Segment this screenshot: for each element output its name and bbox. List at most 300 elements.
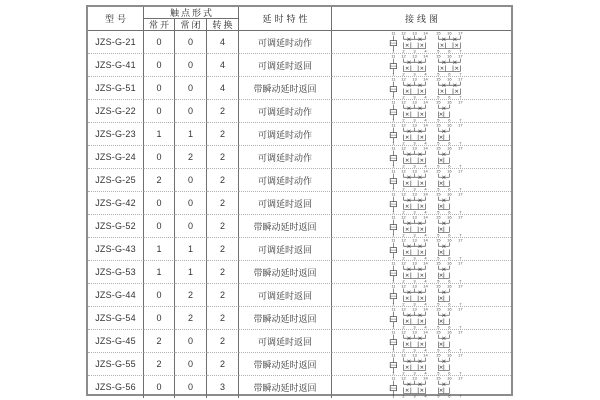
svg-text:3: 3 [413,255,416,260]
svg-text:14: 14 [423,100,428,105]
relay-wiring-diagram [384,146,478,168]
changeover-count-cell: 3 [207,376,239,398]
svg-text:13: 13 [412,100,417,105]
svg-text:1: 1 [392,48,395,53]
relay-wiring-diagram [384,261,478,283]
nc-count-cell: 0 [175,330,207,353]
svg-text:12: 12 [401,215,406,220]
svg-text:11: 11 [391,238,396,243]
svg-text:6: 6 [448,347,451,352]
svg-text:5: 5 [437,94,440,99]
wiring-diagram-cell [332,123,511,146]
svg-text:16: 16 [447,31,452,36]
svg-text:17: 17 [458,376,463,381]
relay-wiring-diagram [384,376,478,398]
nc-count-cell: 0 [175,77,207,100]
svg-text:5: 5 [437,117,440,122]
svg-text:13: 13 [412,353,417,358]
svg-text:4: 4 [424,255,427,260]
relay-wiring-diagram [384,54,478,76]
svg-text:16: 16 [447,307,452,312]
relay-wiring-diagram [384,353,478,375]
model-cell: JZS-G-54 [88,307,144,330]
svg-text:16: 16 [447,353,452,358]
svg-text:7: 7 [459,163,462,168]
svg-text:2: 2 [402,140,405,145]
svg-text:2: 2 [402,48,405,53]
changeover-count-cell: 2 [207,123,239,146]
relay-wiring-diagram [384,77,478,99]
changeover-count-cell: 2 [207,169,239,192]
svg-text:4: 4 [424,347,427,352]
svg-text:5: 5 [437,370,440,375]
svg-text:6: 6 [448,232,451,237]
delay-characteristic-cell: 带瞬动延时返回 [239,307,332,330]
no-count-cell: 2 [144,169,175,192]
wiring-diagram-cell [332,261,511,284]
svg-text:4: 4 [424,278,427,283]
svg-text:4: 4 [424,186,427,191]
nc-count-cell: 2 [175,146,207,169]
header-model: 型号 [88,7,144,31]
wiring-diagram-cell [332,376,511,398]
delay-characteristic-cell: 可调延时动作 [239,100,332,123]
svg-text:7: 7 [459,117,462,122]
svg-text:2: 2 [402,278,405,283]
wiring-diagram-cell [332,54,511,77]
svg-text:2: 2 [402,301,405,306]
svg-text:16: 16 [447,100,452,105]
svg-text:7: 7 [459,48,462,53]
svg-text:15: 15 [436,192,441,197]
model-cell: JZS-G-51 [88,77,144,100]
svg-text:3: 3 [413,140,416,145]
svg-text:17: 17 [458,307,463,312]
svg-text:11: 11 [391,100,396,105]
relay-wiring-diagram [384,238,478,260]
relay-spec-table [86,5,513,396]
svg-text:16: 16 [447,123,452,128]
svg-text:7: 7 [459,324,462,329]
nc-count-cell: 0 [175,376,207,398]
wiring-diagram-cell [332,31,511,54]
svg-text:2: 2 [402,94,405,99]
svg-text:3: 3 [413,48,416,53]
svg-text:3: 3 [413,347,416,352]
svg-text:1: 1 [392,324,395,329]
relay-wiring-diagram [384,330,478,352]
svg-text:6: 6 [448,255,451,260]
svg-text:15: 15 [436,31,441,36]
svg-text:11: 11 [391,330,396,335]
svg-text:3: 3 [413,71,416,76]
svg-text:12: 12 [401,54,406,59]
svg-text:12: 12 [401,146,406,151]
delay-characteristic-cell: 可调延时返回 [239,284,332,307]
svg-text:14: 14 [423,146,428,151]
svg-text:1: 1 [392,370,395,375]
delay-characteristic-cell: 可调延时返回 [239,54,332,77]
svg-text:12: 12 [401,169,406,174]
svg-text:14: 14 [423,54,428,59]
svg-text:12: 12 [401,100,406,105]
svg-text:13: 13 [412,123,417,128]
svg-text:15: 15 [436,238,441,243]
wiring-diagram-cell [332,215,511,238]
delay-characteristic-cell: 带瞬动延时返回 [239,376,332,398]
svg-text:12: 12 [401,261,406,266]
no-count-cell: 0 [144,31,175,54]
svg-text:14: 14 [423,261,428,266]
svg-text:3: 3 [413,393,416,398]
svg-text:5: 5 [437,232,440,237]
wiring-diagram-cell [332,146,511,169]
svg-text:12: 12 [401,284,406,289]
svg-text:11: 11 [391,123,396,128]
svg-text:1: 1 [392,209,395,214]
svg-text:6: 6 [448,140,451,145]
svg-text:13: 13 [412,31,417,36]
changeover-count-cell: 2 [207,330,239,353]
svg-text:15: 15 [436,307,441,312]
svg-text:17: 17 [458,353,463,358]
svg-text:3: 3 [413,94,416,99]
model-cell: JZS-G-43 [88,238,144,261]
no-count-cell: 0 [144,215,175,238]
no-count-cell: 0 [144,54,175,77]
svg-text:6: 6 [448,163,451,168]
model-cell: JZS-G-41 [88,54,144,77]
svg-text:17: 17 [458,100,463,105]
svg-text:5: 5 [437,393,440,398]
svg-text:4: 4 [424,48,427,53]
svg-text:15: 15 [436,284,441,289]
no-count-cell: 1 [144,123,175,146]
relay-wiring-diagram [384,192,478,214]
svg-text:6: 6 [448,324,451,329]
svg-text:16: 16 [447,77,452,82]
model-cell: JZS-G-25 [88,169,144,192]
nc-count-cell: 0 [175,100,207,123]
wiring-diagram-cell [332,169,511,192]
svg-text:6: 6 [448,301,451,306]
no-count-cell: 0 [144,77,175,100]
nc-count-cell: 0 [175,31,207,54]
svg-text:13: 13 [412,330,417,335]
no-count-cell: 0 [144,284,175,307]
svg-text:7: 7 [459,255,462,260]
relay-wiring-diagram [384,284,478,306]
wiring-diagram-cell [332,100,511,123]
relay-wiring-diagram [384,100,478,122]
svg-text:15: 15 [436,146,441,151]
svg-text:16: 16 [447,284,452,289]
svg-text:2: 2 [402,209,405,214]
svg-text:1: 1 [392,232,395,237]
wiring-diagram-cell [332,77,511,100]
svg-text:11: 11 [391,192,396,197]
nc-count-cell: 1 [175,123,207,146]
changeover-count-cell: 2 [207,261,239,284]
svg-text:14: 14 [423,353,428,358]
svg-text:5: 5 [437,301,440,306]
svg-text:2: 2 [402,347,405,352]
svg-text:5: 5 [437,347,440,352]
delay-characteristic-cell: 带瞬动延时返回 [239,215,332,238]
svg-text:3: 3 [413,209,416,214]
svg-text:17: 17 [458,146,463,151]
svg-text:4: 4 [424,117,427,122]
svg-text:3: 3 [413,163,416,168]
model-cell: JZS-G-22 [88,100,144,123]
svg-text:1: 1 [392,186,395,191]
svg-text:15: 15 [436,376,441,381]
svg-text:7: 7 [459,186,462,191]
svg-text:4: 4 [424,232,427,237]
svg-text:16: 16 [447,192,452,197]
svg-text:7: 7 [459,370,462,375]
header-delay-characteristic: 延时特性 [239,7,332,31]
svg-text:6: 6 [448,393,451,398]
svg-text:6: 6 [448,278,451,283]
svg-text:13: 13 [412,238,417,243]
changeover-count-cell: 4 [207,54,239,77]
wiring-diagram-cell [332,307,511,330]
svg-text:14: 14 [423,123,428,128]
svg-text:15: 15 [436,100,441,105]
svg-text:13: 13 [412,146,417,151]
relay-wiring-diagram [384,307,478,329]
svg-text:13: 13 [412,376,417,381]
svg-text:6: 6 [448,94,451,99]
svg-text:4: 4 [424,209,427,214]
svg-text:3: 3 [413,370,416,375]
svg-text:16: 16 [447,54,452,59]
delay-characteristic-cell: 带瞬动延时返回 [239,353,332,376]
svg-text:7: 7 [459,301,462,306]
svg-text:15: 15 [436,77,441,82]
svg-text:6: 6 [448,71,451,76]
svg-text:1: 1 [392,163,395,168]
svg-text:11: 11 [391,169,396,174]
svg-text:16: 16 [447,261,452,266]
svg-text:16: 16 [447,376,452,381]
svg-text:14: 14 [423,31,428,36]
svg-text:3: 3 [413,117,416,122]
no-count-cell: 0 [144,192,175,215]
svg-text:3: 3 [413,186,416,191]
svg-text:13: 13 [412,169,417,174]
svg-text:5: 5 [437,324,440,329]
svg-text:2: 2 [402,163,405,168]
svg-text:7: 7 [459,232,462,237]
svg-text:15: 15 [436,261,441,266]
changeover-count-cell: 2 [207,215,239,238]
wiring-diagram-cell [332,238,511,261]
svg-text:13: 13 [412,307,417,312]
header-normally-closed: 常闭 [175,19,207,31]
no-count-cell: 0 [144,146,175,169]
svg-text:11: 11 [391,261,396,266]
svg-text:11: 11 [391,284,396,289]
relay-wiring-diagram [384,169,478,191]
model-cell: JZS-G-21 [88,31,144,54]
model-cell: JZS-G-53 [88,261,144,284]
svg-text:2: 2 [402,255,405,260]
delay-characteristic-cell: 可调延时动作 [239,146,332,169]
svg-text:2: 2 [402,232,405,237]
svg-text:6: 6 [448,48,451,53]
svg-text:14: 14 [423,284,428,289]
svg-text:15: 15 [436,330,441,335]
nc-count-cell: 2 [175,307,207,330]
svg-text:4: 4 [424,71,427,76]
svg-text:1: 1 [392,278,395,283]
header-changeover: 转换 [207,19,239,31]
svg-text:17: 17 [458,169,463,174]
svg-text:17: 17 [458,192,463,197]
svg-text:13: 13 [412,215,417,220]
svg-text:4: 4 [424,140,427,145]
no-count-cell: 0 [144,376,175,398]
wiring-diagram-cell [332,353,511,376]
no-count-cell: 0 [144,307,175,330]
svg-text:14: 14 [423,192,428,197]
svg-text:17: 17 [458,330,463,335]
changeover-count-cell: 4 [207,31,239,54]
svg-text:1: 1 [392,301,395,306]
svg-text:12: 12 [401,31,406,36]
svg-text:16: 16 [447,330,452,335]
svg-text:6: 6 [448,117,451,122]
svg-text:5: 5 [437,71,440,76]
svg-text:2: 2 [402,186,405,191]
svg-text:5: 5 [437,140,440,145]
svg-text:7: 7 [459,94,462,99]
nc-count-cell: 1 [175,261,207,284]
delay-characteristic-cell: 可调延时动作 [239,31,332,54]
svg-text:3: 3 [413,301,416,306]
svg-text:12: 12 [401,238,406,243]
delay-characteristic-cell: 带瞬动延时返回 [239,77,332,100]
model-cell: JZS-G-44 [88,284,144,307]
svg-text:7: 7 [459,278,462,283]
svg-text:11: 11 [391,376,396,381]
svg-text:5: 5 [437,255,440,260]
relay-wiring-diagram [384,215,478,237]
nc-count-cell: 0 [175,353,207,376]
wiring-diagram-cell [332,192,511,215]
changeover-count-cell: 2 [207,238,239,261]
model-cell: JZS-G-42 [88,192,144,215]
svg-text:1: 1 [392,347,395,352]
svg-text:16: 16 [447,238,452,243]
svg-text:13: 13 [412,261,417,266]
svg-text:6: 6 [448,186,451,191]
svg-text:7: 7 [459,347,462,352]
svg-text:11: 11 [391,77,396,82]
svg-text:16: 16 [447,215,452,220]
svg-text:14: 14 [423,77,428,82]
svg-text:12: 12 [401,307,406,312]
svg-text:17: 17 [458,123,463,128]
svg-text:12: 12 [401,77,406,82]
svg-text:15: 15 [436,123,441,128]
model-cell: JZS-G-23 [88,123,144,146]
svg-text:1: 1 [392,71,395,76]
svg-text:17: 17 [458,261,463,266]
delay-characteristic-cell: 带瞬动延时返回 [239,261,332,284]
svg-text:16: 16 [447,169,452,174]
model-cell: JZS-G-52 [88,215,144,238]
svg-text:4: 4 [424,301,427,306]
no-count-cell: 1 [144,238,175,261]
nc-count-cell: 0 [175,215,207,238]
delay-characteristic-cell: 可调延时返回 [239,238,332,261]
header-normally-open: 常开 [144,19,175,31]
svg-text:6: 6 [448,209,451,214]
svg-text:12: 12 [401,192,406,197]
svg-text:1: 1 [392,393,395,398]
changeover-count-cell: 2 [207,100,239,123]
svg-text:15: 15 [436,353,441,358]
svg-text:17: 17 [458,284,463,289]
svg-text:4: 4 [424,324,427,329]
changeover-count-cell: 2 [207,284,239,307]
svg-text:2: 2 [402,370,405,375]
svg-text:14: 14 [423,330,428,335]
svg-text:16: 16 [447,146,452,151]
changeover-count-cell: 2 [207,307,239,330]
svg-text:3: 3 [413,324,416,329]
svg-text:7: 7 [459,140,462,145]
svg-text:15: 15 [436,169,441,174]
svg-text:1: 1 [392,117,395,122]
svg-text:17: 17 [458,31,463,36]
svg-text:11: 11 [391,146,396,151]
svg-text:3: 3 [413,232,416,237]
changeover-count-cell: 2 [207,192,239,215]
svg-text:11: 11 [391,215,396,220]
header-wiring-diagram: 接线图 [332,7,511,31]
no-count-cell: 1 [144,261,175,284]
svg-text:13: 13 [412,284,417,289]
model-cell: JZS-G-56 [88,376,144,398]
svg-text:5: 5 [437,278,440,283]
svg-text:7: 7 [459,209,462,214]
relay-wiring-diagram [384,31,478,53]
svg-text:12: 12 [401,353,406,358]
svg-text:2: 2 [402,324,405,329]
changeover-count-cell: 2 [207,146,239,169]
svg-text:7: 7 [459,393,462,398]
svg-text:11: 11 [391,31,396,36]
wiring-diagram-cell [332,330,511,353]
svg-text:17: 17 [458,77,463,82]
header-contact-form: 触点形式 [144,7,239,19]
svg-text:14: 14 [423,169,428,174]
svg-text:2: 2 [402,71,405,76]
svg-text:14: 14 [423,376,428,381]
svg-text:6: 6 [448,370,451,375]
svg-text:13: 13 [412,192,417,197]
no-count-cell: 0 [144,100,175,123]
svg-text:2: 2 [402,117,405,122]
svg-text:17: 17 [458,54,463,59]
svg-text:13: 13 [412,77,417,82]
no-count-cell: 2 [144,353,175,376]
wiring-diagram-cell [332,284,511,307]
